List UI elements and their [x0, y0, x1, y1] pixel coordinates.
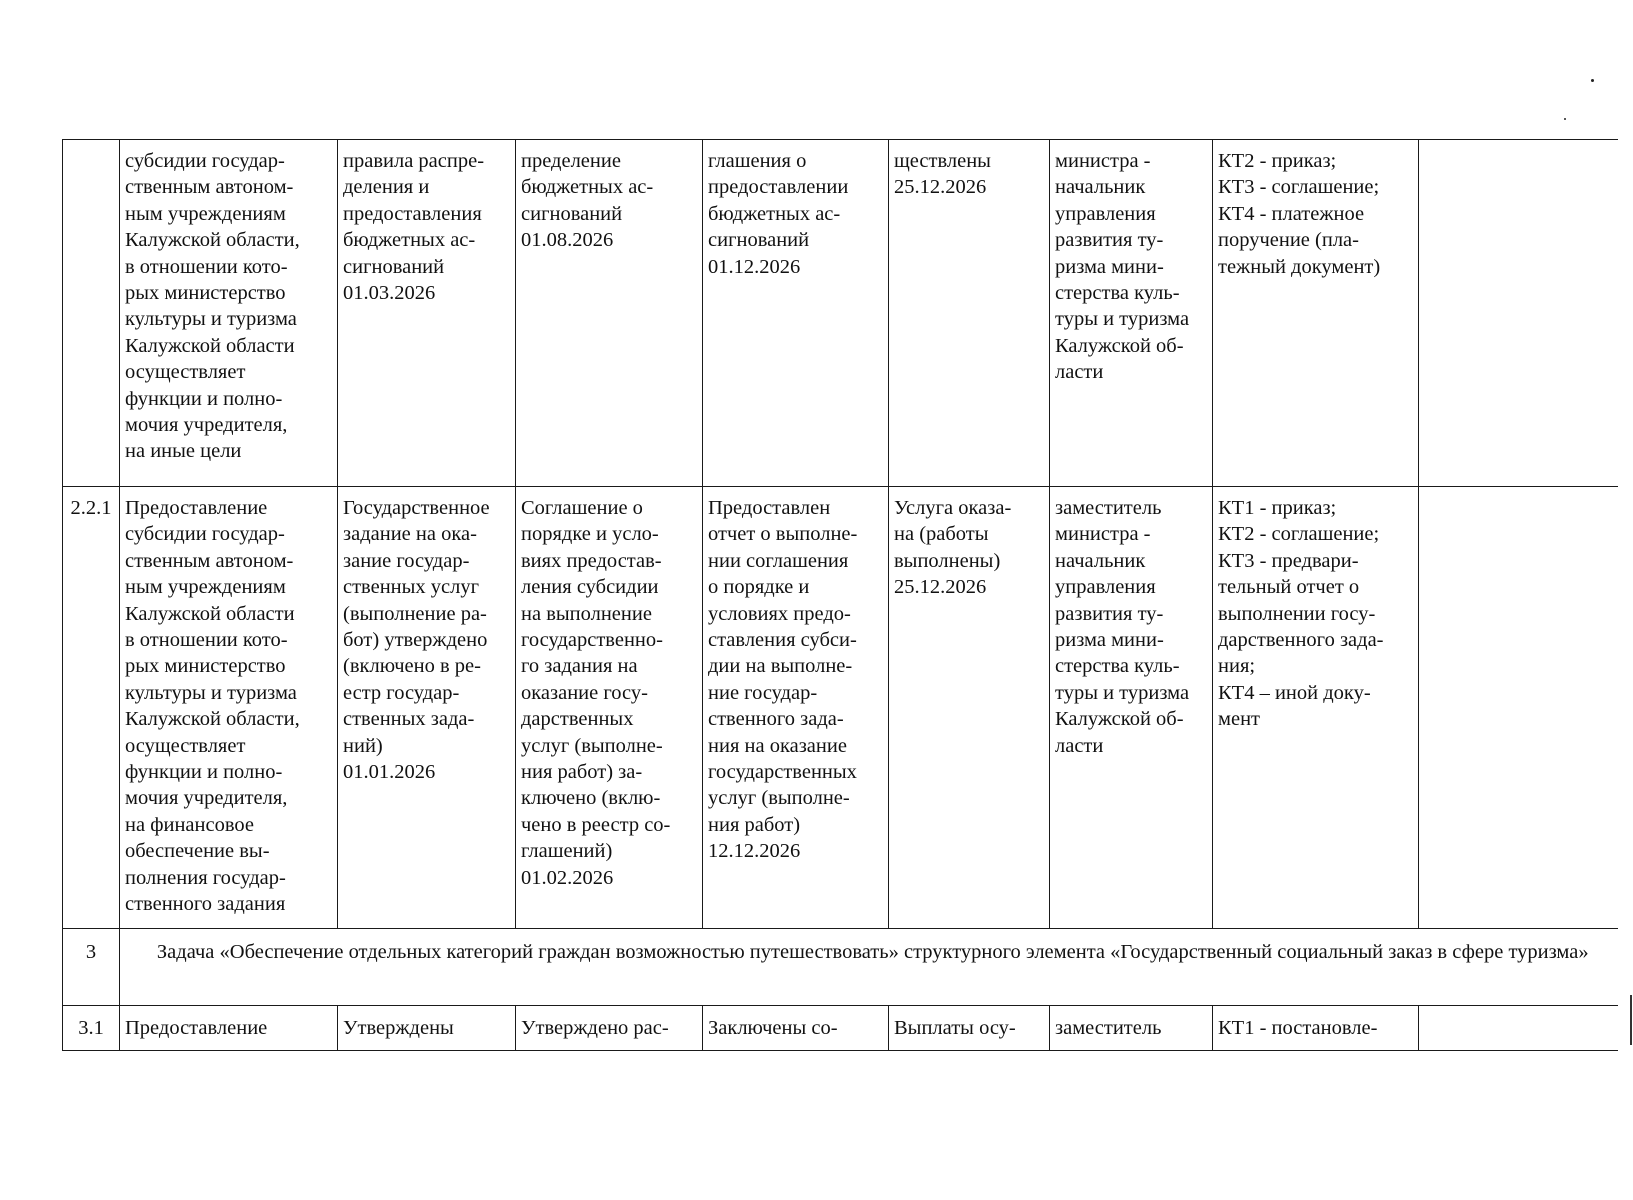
control-point-1: правила распре- деления и предоставления бюджетных ас- сигнований 01.03.2026 [338, 140, 516, 487]
row-number: 3.1 [63, 1005, 120, 1050]
control-point-4: ществлены 25.12.2026 [889, 140, 1050, 487]
task-row [63, 928, 1618, 1005]
extra-cell [1419, 487, 1618, 929]
control-point-1: Утверждены [338, 1005, 516, 1050]
control-point-2: пределение бюджетных ас- сигнований 01.08.2026 [516, 140, 703, 487]
row-number: 2.2.1 [63, 487, 120, 929]
responsible-person: министра - начальник управления развития ту- ризма мини- стерства куль- туры и туризма Калужской об- ласти [1050, 140, 1213, 487]
control-point-2: Соглашение о порядке и усло- виях предостав- ления субсидии на выполнение государственно- го задания на оказание госу- дарственных услуг (выполне- ния работ) за- ключено (вклю- чено в реестр со- глашений) 01.02.2026 [516, 487, 703, 929]
control-point-1: Государственное задание на ока- зание государ- ственных услуг (выполнение ра- бот) утверждено (включено в ре- естр государ- ственных зада- ний) 01.01.2026 [338, 487, 516, 929]
event-name: Предоставление субсидии государ- ственным автоном- ным учреждениям Калужской области в отношении кото- рых министерство культуры и туризма Калужской области, осуществляет функции и полно- мочия учредителя, на финансовое обеспечение вы- полнения государ- ственного задания [120, 487, 338, 929]
confirming-documents: КТ1 - приказ; КТ2 - соглашение; КТ3 - предвари- тельный отчет о выполнении госу- дарственного зада- ния; КТ4 – иной доку- мент [1213, 487, 1419, 929]
row-number: 3 [63, 928, 120, 1005]
row-number [63, 140, 120, 487]
control-point-4: Услуга оказа- на (работы выполнены) 25.12.2026 [889, 487, 1050, 929]
event-name: Предоставление [120, 1005, 338, 1050]
scan-speck [1564, 118, 1566, 120]
scan-speck [1591, 79, 1594, 82]
control-point-4: Выплаты осу- [889, 1005, 1050, 1050]
extra-cell [1419, 140, 1618, 487]
control-point-2: Утверждено рас- [516, 1005, 703, 1050]
control-point-3: Заключены со- [703, 1005, 889, 1050]
confirming-documents: КТ1 - постановле- [1213, 1005, 1419, 1050]
control-point-3: Предоставлен отчет о выполне- нии соглашения о порядке и условиях предо- ставления субси- дии на выполне- ние государ- ственного зада- ния на оказание государственных услуг (выполне- ния работ) 12.12.2026 [703, 487, 889, 929]
table-row [63, 487, 1618, 929]
confirming-documents: КТ2 - приказ; КТ3 - соглашение; КТ4 - платежное поручение (пла- тежный документ) [1213, 140, 1419, 487]
table-row [63, 1005, 1618, 1050]
event-name: субсидии государ- ственным автоном- ным учреждениям Калужской области, в отношении кото- рых министерство культуры и туризма Калужской области осуществляет функции и полно- мочия учредителя, на иные цели [120, 140, 338, 487]
responsible-person: заместитель министра - начальник управления развития ту- ризма мини- стерства куль- туры и туризма Калужской об- ласти [1050, 487, 1213, 929]
responsible-person: заместитель [1050, 1005, 1213, 1050]
extra-cell [1419, 1005, 1618, 1050]
task-heading: Задача «Обеспечение отдельных категорий граждан возможностью путешествовать» структурного элемента «Государственный социальный заказ в сфере туризма» [120, 928, 1618, 1005]
table-row [63, 140, 1618, 487]
scan-edge-mark [1630, 995, 1632, 1045]
plan-table [62, 139, 1618, 1051]
control-point-3: глашения о предоставлении бюджетных ас- сигнований 01.12.2026 [703, 140, 889, 487]
